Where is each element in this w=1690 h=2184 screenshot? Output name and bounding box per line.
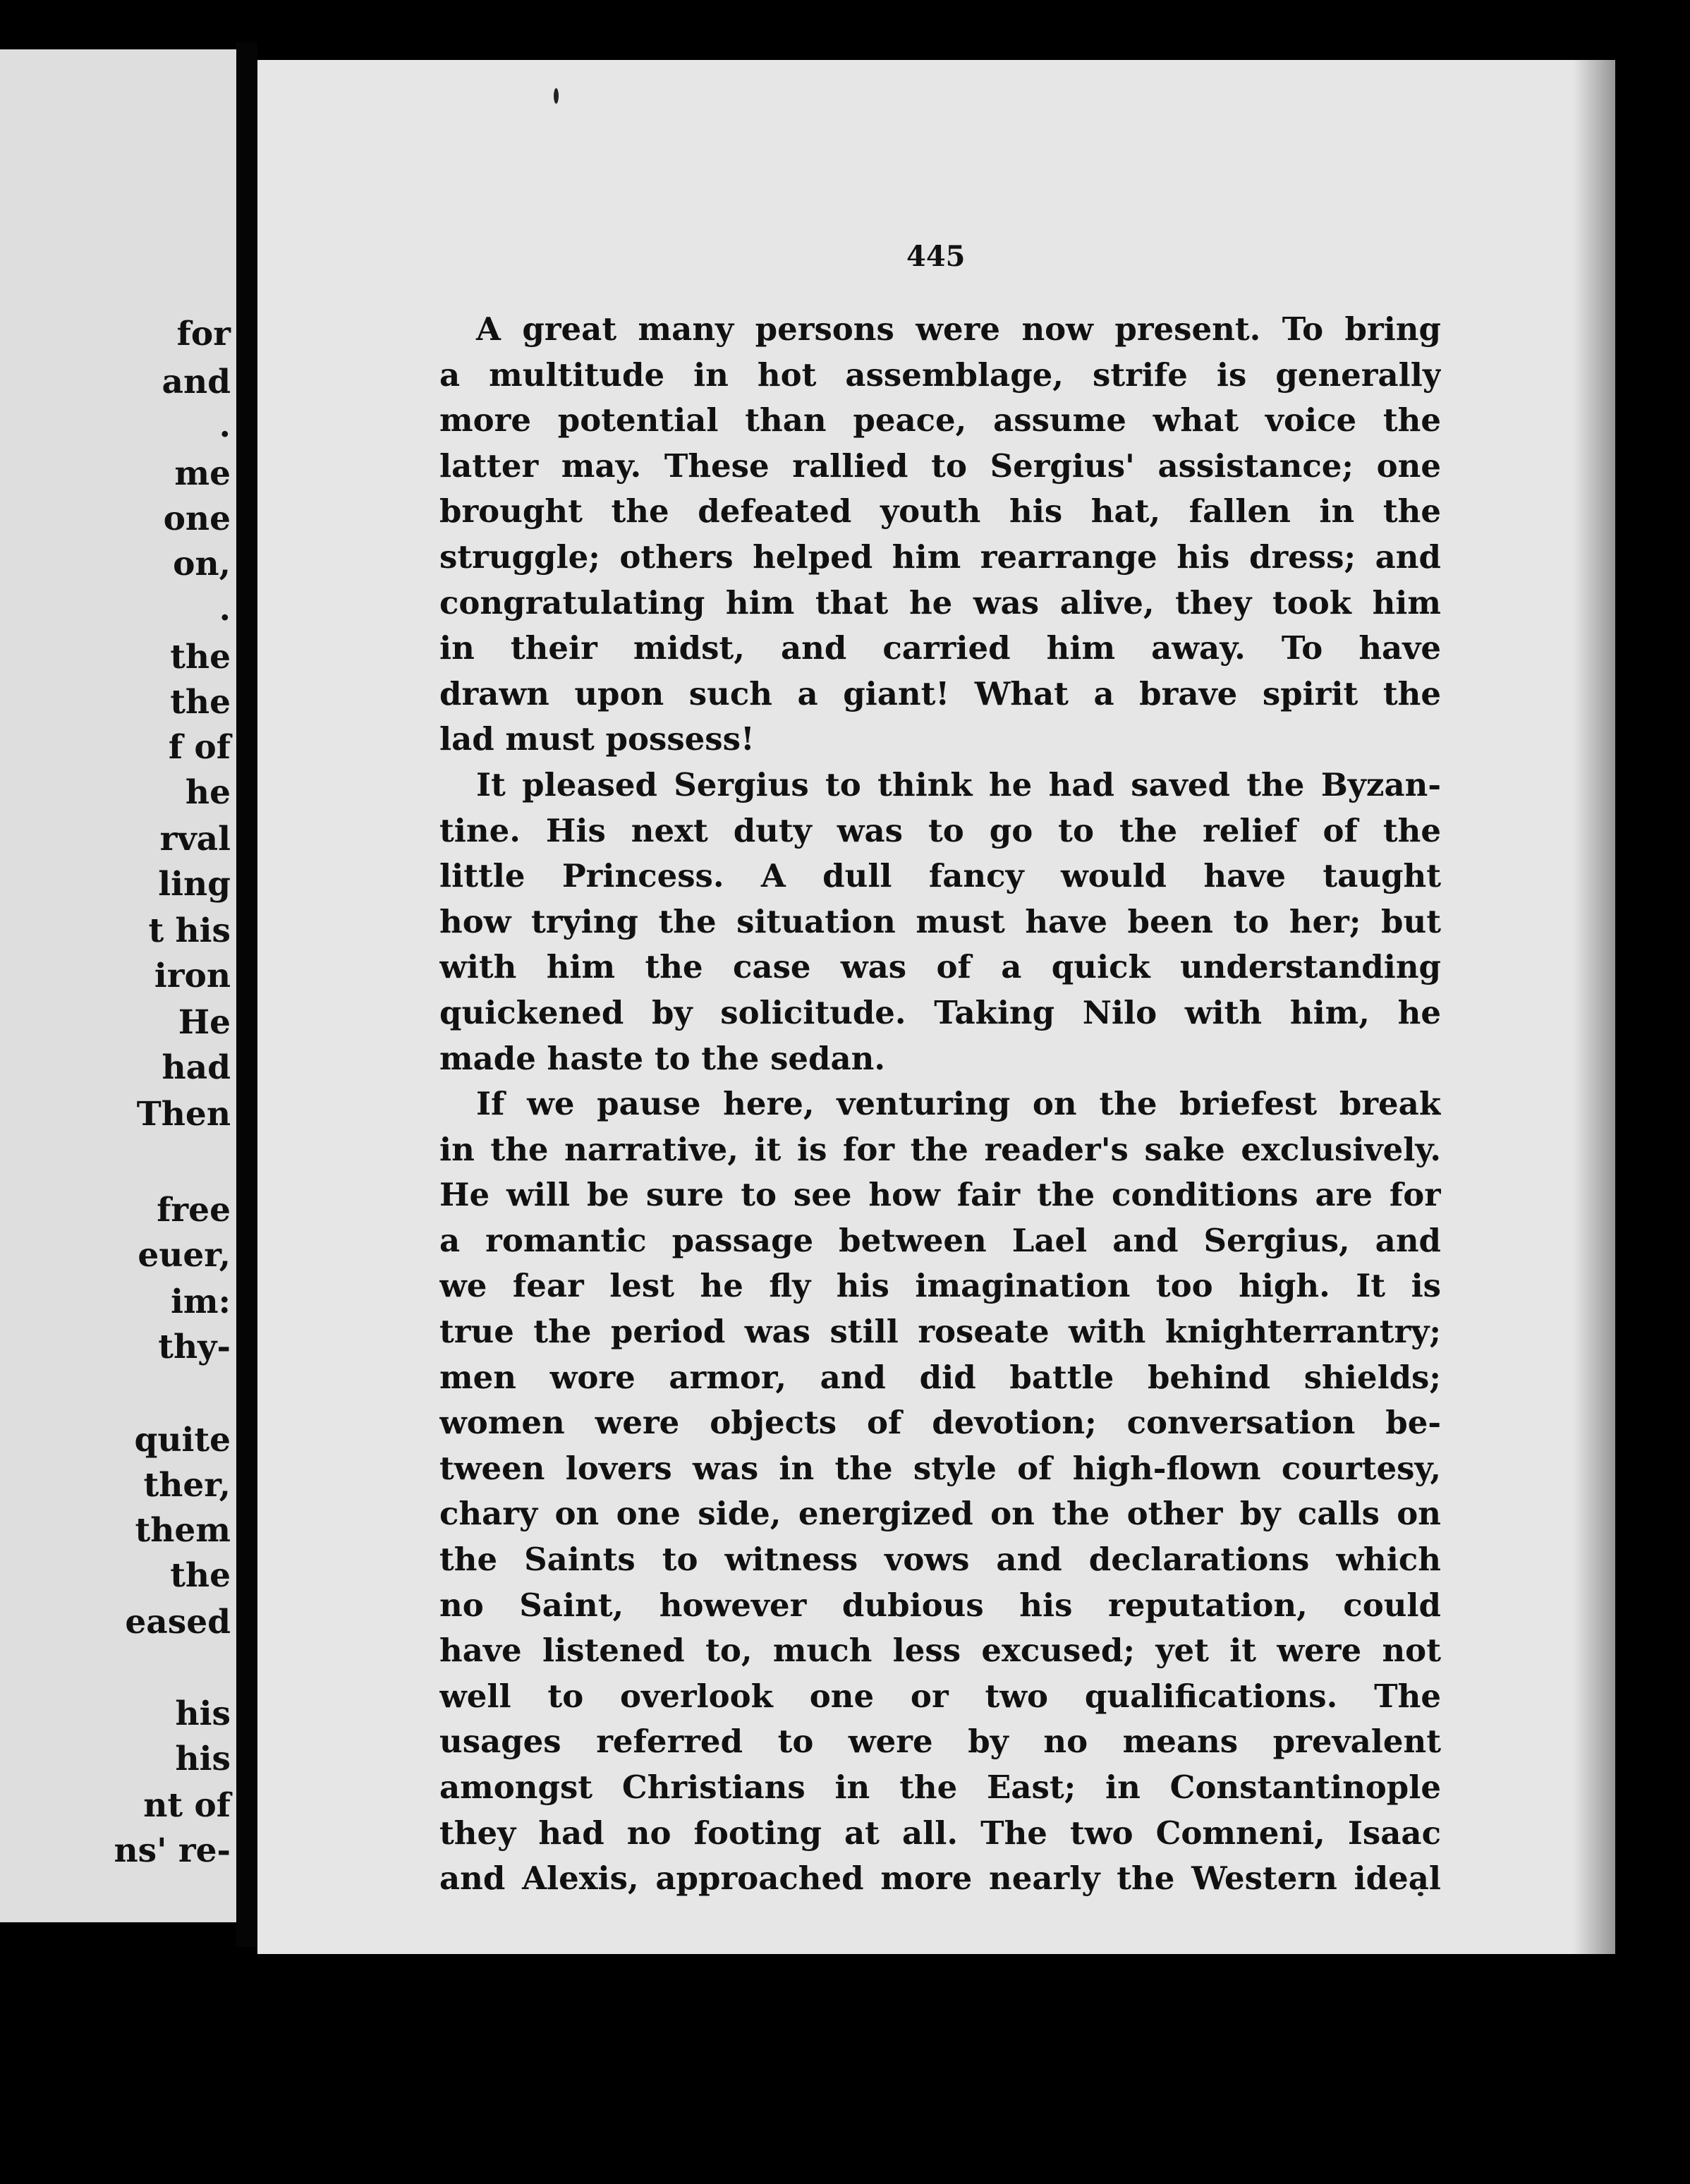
left-fragment-line: euer, — [138, 1236, 231, 1275]
text-line: true the period was still roseate with knighterrantry; — [439, 1313, 1441, 1351]
left-fragment-line: for — [176, 315, 231, 353]
text-line: tine. His next duty was to go to the relief of the — [439, 811, 1441, 849]
left-fragment-line: nt of — [143, 1786, 231, 1825]
left-fragment-line: he — [185, 773, 231, 812]
right-page — [257, 60, 1615, 1954]
left-fragment-line: iron — [154, 957, 231, 995]
left-fragment-line: Then — [136, 1095, 231, 1134]
text-line: in their midst, and carried him away. To have — [439, 629, 1441, 667]
left-fragment-line: one — [163, 499, 231, 538]
left-fragment-line: the — [170, 683, 231, 722]
text-line: It pleased Sergius to think he had saved the Byzan- — [476, 765, 1441, 803]
left-fragment-line: quite — [134, 1421, 231, 1460]
text-line: well to overlook one or two qualifications. The — [439, 1677, 1441, 1715]
text-line: brought the defeated youth his hat, fallen in the — [439, 492, 1441, 530]
text-line: drawn upon such a giant! What a brave spirit the — [439, 674, 1441, 712]
text-line: made haste to the sedan. — [439, 1039, 886, 1077]
text-line: A great many persons were now present. To bring — [476, 310, 1441, 348]
text-line: congratulating him that he was alive, they took him — [439, 583, 1441, 621]
left-fragment-line: his — [175, 1694, 231, 1733]
left-fragment-line: . — [219, 406, 231, 445]
text-line: they had no footing at all. The two Comneni, Isaac — [439, 1814, 1441, 1852]
text-line: amongst Christians in the East; in Constantinople — [439, 1769, 1441, 1806]
body-text — [439, 307, 1441, 1902]
left-fragment-line: rval — [159, 820, 231, 859]
text-line: a multitude in hot assemblage, strife is generally — [439, 356, 1441, 394]
text-line: women were objects of devotion; conversation be- — [439, 1404, 1441, 1442]
left-fragment-line: on, — [173, 545, 231, 583]
text-line: men wore armor, and did battle behind shields; — [439, 1358, 1441, 1396]
text-line: little Princess. A dull fancy would have taught — [439, 857, 1441, 895]
left-page-fragment — [0, 49, 236, 1922]
left-fragment-line: f of — [168, 728, 231, 767]
text-line: and Alexis, approached more nearly the Western ideal — [439, 1860, 1441, 1898]
text-line: we fear lest he fly his imagination too high. It is — [439, 1267, 1441, 1305]
text-line: struggle; others helped him rearrange his dress; and — [439, 538, 1441, 576]
left-fragment-line: his — [175, 1740, 231, 1778]
left-fragment-line: t his — [148, 911, 231, 950]
text-line: a romantic passage between Lael and Sergius, and — [439, 1221, 1441, 1259]
page-number: 445 — [906, 240, 966, 273]
text-line: with him the case was of a quick understanding — [439, 948, 1441, 986]
left-fragment-line: free — [157, 1191, 231, 1230]
text-line: in the narrative, it is for the reader's sake exclusively. — [439, 1130, 1441, 1168]
text-line: usages referred to were by no means prevalent — [439, 1723, 1441, 1761]
left-fragment-line: im: — [171, 1282, 231, 1321]
left-fragment-line: ther, — [143, 1466, 231, 1505]
left-fragment-line: ns' re- — [114, 1831, 231, 1870]
text-line: have listened to, much less excused; yet it were not — [439, 1632, 1441, 1670]
text-line: If we pause here, venturing on the briefest break — [476, 1085, 1441, 1123]
left-fragment-line: eased — [125, 1603, 231, 1642]
left-fragment-line: ling — [158, 865, 231, 904]
text-line: lad must possess! — [439, 720, 755, 758]
left-fragment-line: had — [162, 1048, 231, 1087]
left-fragment-line: the — [170, 638, 231, 677]
left-fragment-line: me — [174, 454, 231, 493]
text-line: quickened by solicitude. Taking Nilo with him, he — [439, 993, 1441, 1031]
text-line: He will be sure to see how fair the conditions are for — [439, 1176, 1441, 1214]
text-line: the Saints to witness vows and declarations which — [439, 1541, 1441, 1579]
text-line: more potential than peace, assume what voice the — [439, 401, 1441, 439]
ink-speck — [554, 88, 559, 104]
left-fragment-line: He — [178, 1003, 231, 1042]
text-line: how trying the situation must have been to her; but — [439, 902, 1441, 940]
text-line: chary on one side, energized on the other by calls on — [439, 1495, 1441, 1533]
left-fragment-line: . — [219, 590, 231, 629]
text-line: latter may. These rallied to Sergius' assistance; one — [439, 447, 1441, 485]
left-fragment-line: thy- — [158, 1328, 231, 1366]
left-fragment-line: them — [135, 1511, 231, 1550]
left-fragment-line: the — [170, 1556, 231, 1595]
left-fragment-line: and — [162, 363, 231, 401]
book-gutter — [236, 42, 257, 1947]
text-line: tween lovers was in the style of high-flown courtesy, — [439, 1449, 1441, 1487]
text-line: no Saint, however dubious his reputation, could — [439, 1586, 1441, 1624]
